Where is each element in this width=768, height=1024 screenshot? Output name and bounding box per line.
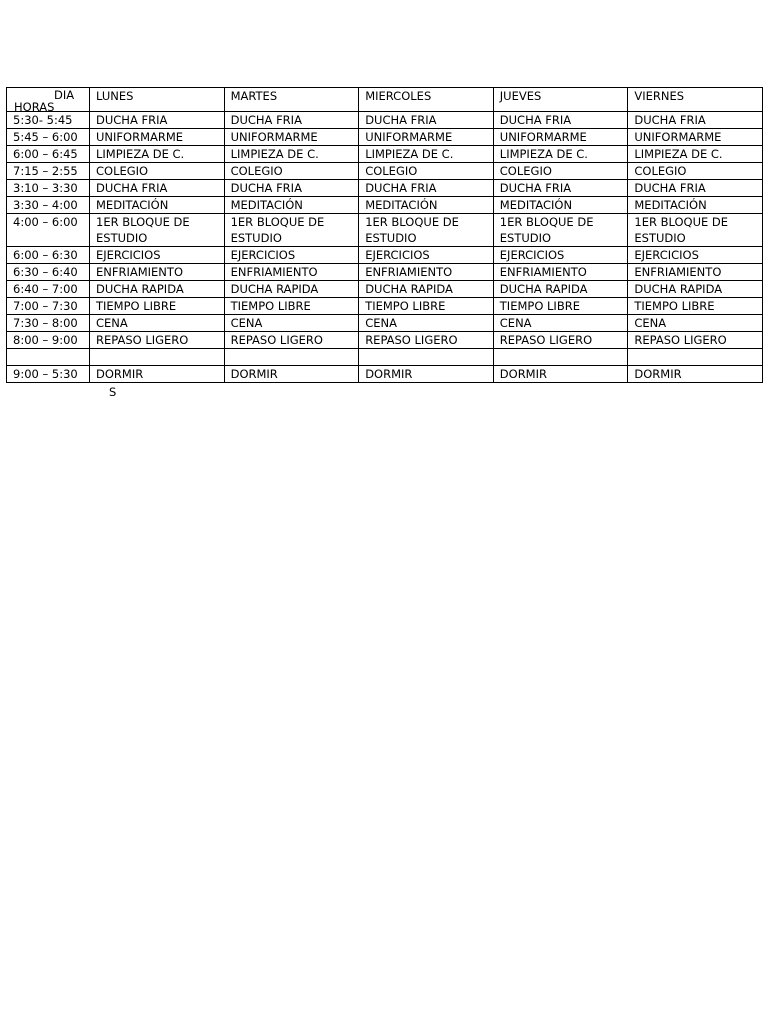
activity-cell: TIEMPO LIBRE (493, 298, 628, 315)
activity-cell: DUCHA RAPIDA (90, 281, 225, 298)
table-row (7, 180, 763, 197)
activity-cell: DUCHA FRIA (224, 180, 359, 197)
day-header-jueves: JUEVES (493, 88, 628, 112)
activity-cell: 1ER BLOQUE DE ESTUDIO (90, 214, 225, 247)
table-row (7, 332, 763, 349)
activity-cell: DUCHA FRIA (493, 180, 628, 197)
activity-cell: EJERCICIOS (224, 247, 359, 264)
activity-cell: ENFRIAMIENTO (224, 264, 359, 281)
activity-cell (493, 349, 628, 366)
activity-cell: DUCHA FRIA (90, 112, 225, 129)
activity-cell: TIEMPO LIBRE (359, 298, 494, 315)
activity-cell: MEDITACIÓN (359, 197, 494, 214)
corner-hours-label: HORAS (14, 100, 55, 112)
time-cell: 7:00 – 7:30 (7, 298, 90, 315)
activity-cell: CENA (493, 315, 628, 332)
table-row (7, 129, 763, 146)
activity-cell: EJERCICIOS (628, 247, 763, 264)
activity-cell: UNIFORMARME (493, 129, 628, 146)
activity-cell (90, 349, 225, 366)
activity-cell: DUCHA RAPIDA (359, 281, 494, 298)
time-cell: 6:00 – 6:45 (7, 146, 90, 163)
activity-cell: 1ER BLOQUE DE ESTUDIO (493, 214, 628, 247)
schedule-table (6, 87, 763, 383)
table-row-empty (7, 349, 763, 366)
activity-cell: DORMIR (90, 366, 225, 383)
corner-header-cell (7, 88, 90, 112)
activity-cell: 1ER BLOQUE DE ESTUDIO (628, 214, 763, 247)
activity-cell: MEDITACIÓN (224, 197, 359, 214)
activity-cell: COLEGIO (628, 163, 763, 180)
activity-cell: EJERCICIOS (493, 247, 628, 264)
activity-cell: DUCHA FRIA (90, 180, 225, 197)
activity-cell: REPASO LIGERO (90, 332, 225, 349)
activity-cell: EJERCICIOS (359, 247, 494, 264)
table-row (7, 366, 763, 383)
activity-cell (628, 349, 763, 366)
day-header-martes: MARTES (224, 88, 359, 112)
activity-cell: DUCHA FRIA (224, 112, 359, 129)
activity-cell: CENA (90, 315, 225, 332)
time-cell: 6:40 – 7:00 (7, 281, 90, 298)
table-row (7, 315, 763, 332)
activity-cell: UNIFORMARME (359, 129, 494, 146)
activity-cell: 1ER BLOQUE DE ESTUDIO (224, 214, 359, 247)
table-row (7, 214, 763, 247)
activity-cell: 1ER BLOQUE DE ESTUDIO (359, 214, 494, 247)
table-row (7, 197, 763, 214)
time-cell: 5:30- 5:45 (7, 112, 90, 129)
activity-cell: REPASO LIGERO (224, 332, 359, 349)
activity-cell: MEDITACIÓN (493, 197, 628, 214)
activity-cell: CENA (359, 315, 494, 332)
activity-cell: DORMIR (493, 366, 628, 383)
activity-cell: DUCHA RAPIDA (628, 281, 763, 298)
corner-day-label: DIA (54, 88, 75, 102)
activity-cell: ENFRIAMIENTO (90, 264, 225, 281)
activity-cell: DUCHA FRIA (359, 112, 494, 129)
activity-cell: DUCHA FRIA (628, 112, 763, 129)
activity-cell (224, 349, 359, 366)
activity-cell: EJERCICIOS (90, 247, 225, 264)
table-row (7, 298, 763, 315)
activity-cell: COLEGIO (90, 163, 225, 180)
activity-cell: TIEMPO LIBRE (90, 298, 225, 315)
activity-cell: ENFRIAMIENTO (493, 264, 628, 281)
time-cell: 7:30 – 8:00 (7, 315, 90, 332)
day-header-viernes: VIERNES (628, 88, 763, 112)
time-cell: 8:00 – 9:00 (7, 332, 90, 349)
stray-text: S (109, 385, 117, 399)
activity-cell: LIMPIEZA DE C. (90, 146, 225, 163)
day-header-miercoles: MIERCOLES (359, 88, 494, 112)
activity-cell: MEDITACIÓN (90, 197, 225, 214)
activity-cell: ENFRIAMIENTO (359, 264, 494, 281)
activity-cell: DUCHA FRIA (359, 180, 494, 197)
time-cell: 9:00 – 5:30 (7, 366, 90, 383)
time-cell: 6:30 – 6:40 (7, 264, 90, 281)
activity-cell: LIMPIEZA DE C. (224, 146, 359, 163)
time-cell: 3:10 – 3:30 (7, 180, 90, 197)
activity-cell: DORMIR (224, 366, 359, 383)
activity-cell: TIEMPO LIBRE (628, 298, 763, 315)
time-cell (7, 349, 90, 366)
activity-cell (359, 349, 494, 366)
activity-cell: LIMPIEZA DE C. (628, 146, 763, 163)
table-row (7, 163, 763, 180)
time-cell: 4:00 – 6:00 (7, 214, 90, 247)
activity-cell: REPASO LIGERO (628, 332, 763, 349)
activity-cell: REPASO LIGERO (359, 332, 494, 349)
activity-cell: CENA (224, 315, 359, 332)
activity-cell: DUCHA RAPIDA (493, 281, 628, 298)
schedule-table-body (7, 88, 763, 383)
activity-cell: LIMPIEZA DE C. (359, 146, 494, 163)
activity-cell: COLEGIO (493, 163, 628, 180)
activity-cell: UNIFORMARME (224, 129, 359, 146)
activity-cell: COLEGIO (224, 163, 359, 180)
activity-cell: CENA (628, 315, 763, 332)
activity-cell: REPASO LIGERO (493, 332, 628, 349)
activity-cell: DORMIR (628, 366, 763, 383)
header-row (7, 88, 763, 112)
activity-cell: COLEGIO (359, 163, 494, 180)
activity-cell: DUCHA FRIA (628, 180, 763, 197)
activity-cell: TIEMPO LIBRE (224, 298, 359, 315)
table-row (7, 247, 763, 264)
activity-cell: UNIFORMARME (90, 129, 225, 146)
time-cell: 5:45 – 6:00 (7, 129, 90, 146)
table-row (7, 281, 763, 298)
table-row (7, 264, 763, 281)
activity-cell: LIMPIEZA DE C. (493, 146, 628, 163)
activity-cell: MEDITACIÓN (628, 197, 763, 214)
activity-cell: DUCHA FRIA (493, 112, 628, 129)
activity-cell: DUCHA RAPIDA (224, 281, 359, 298)
day-header-lunes: LUNES (90, 88, 225, 112)
activity-cell: UNIFORMARME (628, 129, 763, 146)
activity-cell: DORMIR (359, 366, 494, 383)
time-cell: 3:30 – 4:00 (7, 197, 90, 214)
table-row (7, 112, 763, 129)
activity-cell: ENFRIAMIENTO (628, 264, 763, 281)
table-row (7, 146, 763, 163)
time-cell: 6:00 – 6:30 (7, 247, 90, 264)
time-cell: 7:15 – 2:55 (7, 163, 90, 180)
